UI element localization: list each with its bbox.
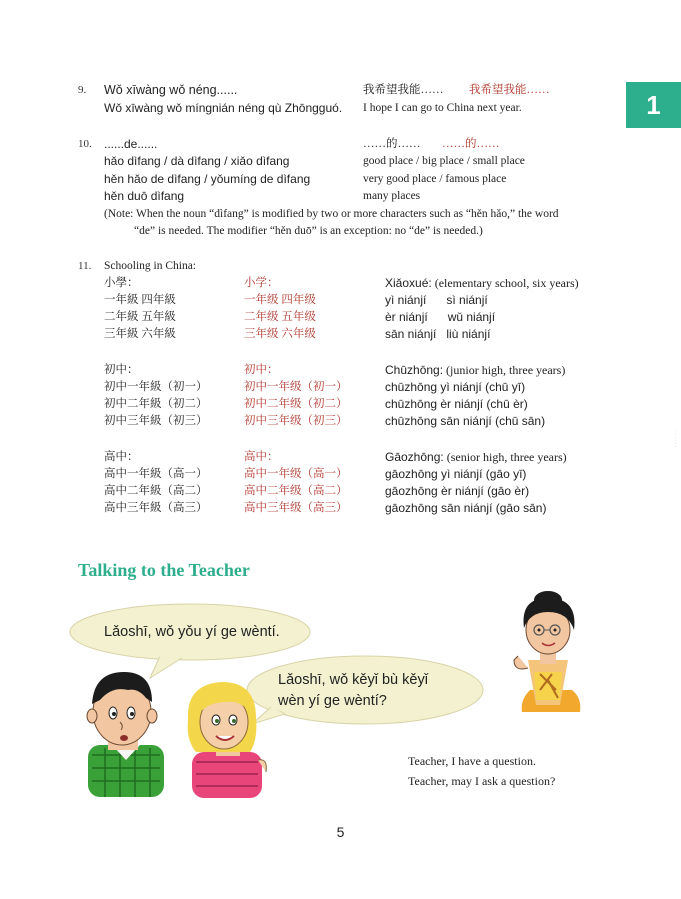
item9-pinyin-pattern: Wǒ xīwàng wǒ néng...... bbox=[104, 83, 238, 97]
school-simp-row: 高中二年级（高二） bbox=[244, 485, 348, 497]
item9-pinyin-example: Wǒ xīwàng wǒ míngnián néng qù Zhōngguó. bbox=[104, 101, 343, 115]
school-trad-row: 高中一年級（高一） bbox=[104, 468, 208, 480]
item9-hanzi-traditional: 我希望我能…… bbox=[363, 84, 444, 96]
school-pinyin-row: èr niánjí wǔ niánjí bbox=[385, 310, 496, 324]
item10-hanzi-simplified: ……的…… bbox=[442, 138, 500, 150]
bubble-2-text-line2: wèn yí ge wèntí? bbox=[278, 693, 387, 709]
school-pinyin-row: sān niánjí liù niánjí bbox=[385, 327, 491, 341]
school-pinyin-row: gāozhōng yì niánjí (gāo yī) bbox=[385, 467, 527, 481]
item10-hanzi-traditional: ……的…… bbox=[363, 138, 421, 150]
school-trad-row: 一年級 四年級 bbox=[104, 294, 176, 306]
teacher-figure bbox=[514, 591, 580, 712]
school-simp-row: 初中三年级（初三） bbox=[244, 415, 348, 427]
school-trad-row: 初中二年級（初二） bbox=[104, 398, 208, 410]
page-number: 5 bbox=[336, 824, 345, 840]
bubble-1-text: Lǎoshī, wǒ yǒu yí ge wèntí. bbox=[104, 624, 280, 640]
item10-note: (Note: When the noun “dìfang” is modified by two or more characters such as “hěn hǎo,” the word bbox=[104, 208, 559, 220]
item10-pinyin-line: hěn duō dìfang bbox=[104, 189, 185, 203]
school-simp-row: 高中三年级（高三） bbox=[244, 502, 348, 514]
item10-english-line: many places bbox=[363, 190, 421, 202]
item9-hanzi-simplified: 我希望我能…… bbox=[469, 84, 550, 96]
school-simp-row: 初中一年级（初一） bbox=[244, 381, 348, 393]
bubble-2-text-line1: Lǎoshī, wǒ kěyǐ bù kěyǐ bbox=[278, 672, 428, 688]
item10-english-line: very good place / famous place bbox=[363, 173, 507, 185]
school-simp-row: 初中二年级（初二） bbox=[244, 398, 348, 410]
item10-pinyin-line: hěn hǎo de dìfang / yǒumíng de dìfang bbox=[104, 172, 311, 186]
school-english-desc: (senior high, three years) bbox=[443, 450, 567, 464]
boy-figure bbox=[87, 672, 164, 797]
school-trad-row: 二年級 五年級 bbox=[104, 311, 176, 323]
chapter-tab: 1 bbox=[626, 82, 681, 128]
school-pinyin-term: Chūzhōng: bbox=[385, 363, 444, 377]
school-simp-heading: 小学： bbox=[244, 277, 279, 289]
school-english-desc: (junior high, three years) bbox=[443, 363, 566, 377]
translation-line: Teacher, may I ask a question? bbox=[408, 774, 556, 788]
school-pinyin-row: chūzhōng yì niánjí (chū yī) bbox=[385, 380, 526, 394]
school-simp-row: 一年级 四年级 bbox=[244, 294, 316, 306]
item-number: 9. bbox=[78, 84, 87, 96]
school-trad-row: 初中一年級（初一） bbox=[104, 381, 208, 393]
item10-pinyin-line: hǎo dìfang / dà dìfang / xiǎo dìfang bbox=[104, 154, 290, 168]
margin-mark: · · · · · · bbox=[672, 430, 678, 448]
item9-english: I hope I can go to China next year. bbox=[363, 102, 522, 114]
school-pinyin-heading bbox=[385, 275, 579, 292]
school-pinyin-heading bbox=[385, 362, 565, 379]
item10-pinyin-pattern: ......de...... bbox=[104, 137, 158, 151]
school-pinyin-row: chūzhōng sān niánjí (chū sān) bbox=[385, 414, 546, 428]
school-english-desc: (elementary school, six years) bbox=[431, 276, 579, 290]
section-title: Talking to the Teacher bbox=[78, 560, 250, 580]
school-pinyin-row: yì niánjí sì niánjí bbox=[385, 293, 488, 307]
item-number: 10. bbox=[78, 138, 92, 150]
school-simp-row: 二年级 五年级 bbox=[244, 311, 316, 323]
school-trad-row: 初中三年級（初三） bbox=[104, 415, 208, 427]
school-trad-row: 高中二年級（高二） bbox=[104, 485, 208, 497]
school-pinyin-term: Gāozhōng: bbox=[385, 450, 444, 464]
school-pinyin-term: Xiǎoxué: bbox=[385, 276, 432, 290]
school-trad-heading: 高中： bbox=[104, 451, 139, 463]
translation-line: Teacher, I have a question. bbox=[408, 754, 536, 768]
school-simp-heading: 初中： bbox=[244, 364, 279, 376]
school-trad-row: 三年級 六年級 bbox=[104, 328, 176, 340]
school-trad-heading: 初中： bbox=[104, 364, 139, 376]
school-simp-row: 高中一年级（高一） bbox=[244, 468, 348, 480]
item10-english-line: good place / big place / small place bbox=[363, 155, 525, 167]
school-simp-heading: 高中： bbox=[244, 451, 279, 463]
school-pinyin-row: chūzhōng èr niánjí (chū èr) bbox=[385, 397, 528, 411]
school-pinyin-heading bbox=[385, 449, 567, 466]
school-trad-row: 高中三年級（高三） bbox=[104, 502, 208, 514]
school-simp-row: 三年级 六年级 bbox=[244, 328, 316, 340]
school-pinyin-row: gāozhōng sān niánjí (gāo sān) bbox=[385, 501, 547, 515]
item11-heading: Schooling in China: bbox=[104, 260, 196, 272]
school-pinyin-row: gāozhōng èr niánjí (gāo èr) bbox=[385, 484, 530, 498]
item-number: 11. bbox=[78, 260, 92, 272]
school-trad-heading: 小學： bbox=[104, 277, 139, 289]
item10-note: “de” is needed. The modifier “hěn duō” is an exception: no “de” is needed.) bbox=[134, 225, 483, 237]
